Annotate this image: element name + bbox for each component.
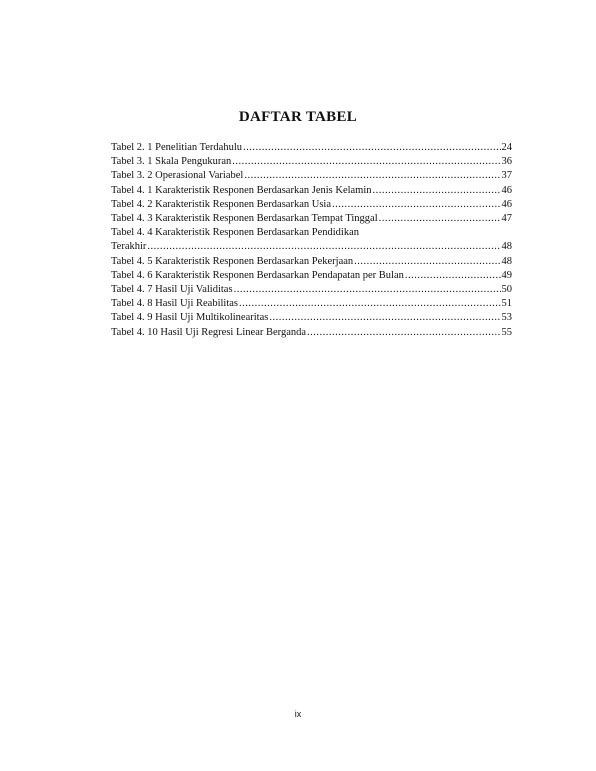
toc-entry	[111, 283, 512, 297]
toc-entry-page: 53	[501, 312, 512, 324]
toc-entry-label: Tabel 2. 1 Penelitian Terdahulu	[111, 142, 243, 153]
dot-leader	[239, 297, 501, 311]
toc-entry-page: 51	[501, 298, 512, 310]
toc-entry-page: 50	[501, 284, 512, 296]
page-number: ix	[294, 709, 302, 719]
toc-entry-page: 36	[501, 156, 512, 168]
toc-entry-label: Tabel 3. 1 Skala Pengukuran	[111, 156, 232, 168]
dot-leader	[234, 283, 501, 297]
dot-leader	[405, 269, 501, 283]
toc-entry	[111, 255, 512, 269]
toc-entry-page: 48	[501, 255, 512, 267]
dot-leader	[373, 184, 501, 198]
dot-leader	[243, 141, 500, 155]
toc-entry-label: Tabel 4. 10 Hasil Uji Regresi Linear Berganda	[111, 326, 307, 338]
dot-leader	[244, 169, 500, 183]
toc-entry	[111, 326, 512, 340]
toc-entry-page: 24	[501, 142, 512, 153]
toc-entry-label: Tabel 4. 8 Hasil Uji Reabilitas	[111, 298, 238, 310]
page-title: DAFTAR TABEL	[238, 109, 358, 125]
toc-entry-page: 46	[501, 198, 512, 210]
toc-entry-label: Tabel 3. 2 Operasional Variabel	[111, 170, 244, 182]
dot-leader	[307, 326, 500, 340]
toc-entry	[111, 155, 512, 169]
toc-entry	[111, 169, 512, 183]
toc-entry-page: 47	[501, 213, 512, 225]
toc-entry-page: 48	[501, 241, 512, 253]
toc-entry	[111, 184, 512, 198]
toc-entry	[111, 311, 512, 325]
dot-leader	[147, 240, 500, 254]
toc-entry-label: Tabel 4. 5 Karakteristik Responen Berdasarkan Pekerjaan	[111, 255, 354, 267]
toc-entry-label-line2: Terakhir	[111, 241, 147, 253]
dot-leader	[269, 311, 500, 325]
dot-leader	[354, 255, 500, 269]
toc-entry	[111, 297, 512, 311]
dot-leader	[232, 155, 500, 169]
toc-entry	[111, 269, 512, 283]
toc-entry	[111, 141, 512, 155]
toc-entry-page: 55	[501, 326, 512, 338]
toc-entry-label: Tabel 4. 2 Karakteristik Responen Berdasarkan Usia	[111, 198, 331, 210]
dot-leader	[332, 198, 501, 212]
toc-entry-label-line1: Tabel 4. 4 Karakteristik Responen Berdasarkan Pendidikan	[111, 227, 359, 239]
toc-entry-label: Tabel 4. 9 Hasil Uji Multikolinearitas	[111, 312, 269, 324]
toc-entry	[111, 198, 512, 212]
toc-entry-label: Tabel 4. 7 Hasil Uji Validitas	[111, 284, 233, 296]
toc-entry	[111, 240, 512, 254]
table-list	[111, 141, 512, 340]
toc-entry-label: Tabel 4. 1 Karakteristik Responen Berdasarkan Jenis Kelamin	[111, 184, 372, 196]
toc-entry-label: Tabel 4. 6 Karakteristik Responen Berdasarkan Pendapatan per Bulan	[111, 269, 404, 281]
toc-entry-page: 46	[501, 184, 512, 196]
dot-leader	[379, 212, 501, 226]
toc-entry-page: 49	[501, 269, 512, 281]
toc-entry-page: 37	[501, 170, 512, 182]
toc-entry-label: Tabel 4. 3 Karakteristik Responen Berdasarkan Tempat Tinggal	[111, 213, 378, 225]
toc-entry	[111, 212, 512, 226]
